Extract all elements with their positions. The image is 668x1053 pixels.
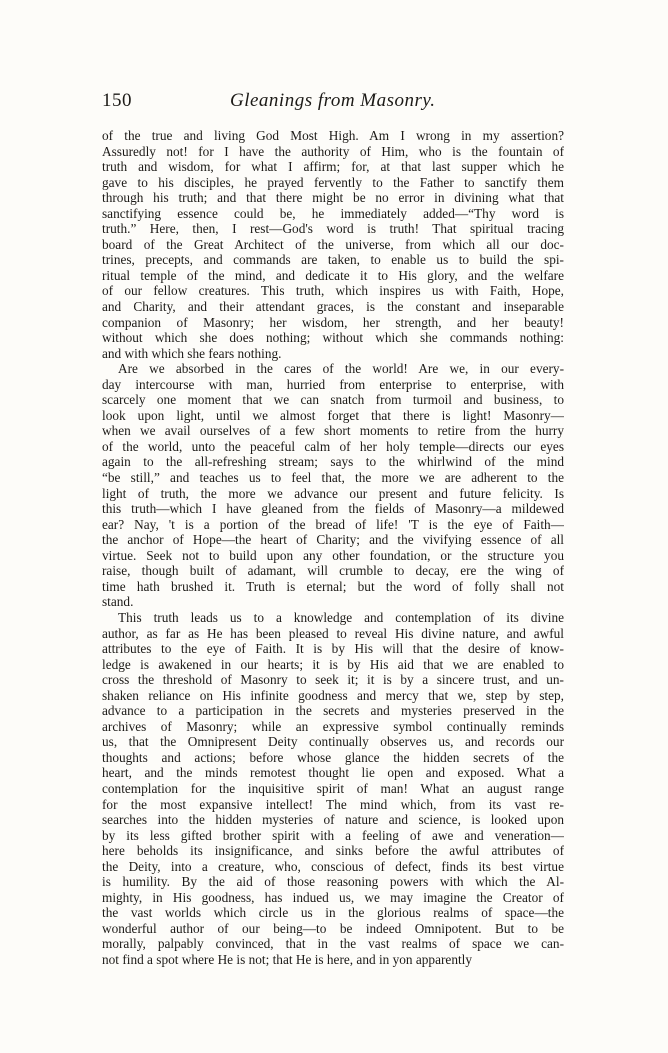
paragraph	[102, 361, 564, 610]
text-line: stand.	[102, 594, 134, 610]
paragraph	[102, 610, 564, 968]
text-line: when we avail ourselves of a few short moments to retire from the hurry	[102, 423, 564, 439]
text-line: and Charity, and their attendant graces, is the constant and inseparable	[102, 299, 564, 315]
text-line: us, that the Omnipresent Deity continually observes us, and records our	[102, 734, 564, 750]
text-line: of the true and living God Most High. Am I wrong in my assertion?	[102, 128, 564, 143]
text-line: searches into the hidden mysteries of nature and science, is looked upon	[102, 812, 564, 828]
text-line: ear? Nay, 't is a portion of the bread of life! 'T is the eye of Faith—	[102, 516, 564, 532]
text-line: scarcely one moment that we can snatch from turmoil and business, to	[102, 392, 564, 408]
text-line: mighty, in His goodness, has indued us, we may imagine the Creator of	[102, 889, 564, 905]
text-line: companion of Masonry; her wisdom, her strength, and her beauty!	[102, 314, 564, 330]
text-line: again to the all-refreshing stream; says to the whirlwind of the mind	[102, 454, 564, 470]
text-line: heart, and the minds remotest thought lie open and exposed. What a	[102, 765, 564, 781]
text-line: of our fellow creatures. This truth, which inspires us with Faith, Hope,	[102, 283, 564, 299]
text-line: archives of Masonry; while an expressive symbol continually reminds	[102, 718, 564, 734]
text-line: ritual temple of the mind, and dedicate it to His glory, and the welfare	[102, 267, 564, 283]
text-line: cross the threshold of Masonry to seek it; it is by a sincere trust, and un-	[102, 672, 564, 688]
text-line: morally, palpably convinced, that in the vast realms of space we can-	[102, 936, 564, 952]
text-line: wonderful author of our being—to be indeed Omnipotent. But to be	[102, 920, 564, 936]
text-line: and with which she fears nothing.	[102, 345, 282, 361]
text-line: virtue. Seek not to build upon any other foundation, or the structure you	[102, 547, 564, 563]
text-line: by its less gifted brother spirit with a feeling of awe and veneration—	[102, 827, 564, 843]
text-line: gave to his disciples, he prayed fervently to the Father to sanctify them	[102, 174, 564, 190]
text-line: contemplation for the inquisitive spirit of man! What an august range	[102, 780, 564, 796]
running-title: Gleanings from Masonry.	[230, 90, 436, 111]
text-line: here beholds its insignificance, and sinks before the awful attributes of	[102, 843, 564, 859]
text-line: advance to a participation in the secrets and mysteries preserved in the	[102, 703, 564, 719]
text-line: sanctifying essence could be, he immediately added—“Thy word is	[102, 205, 564, 221]
text-line: Assuredly not! for I have the authority of Him, who is the fountain of	[102, 143, 564, 159]
text-line: time hath brushed it. Truth is eternal; but the word of folly shall not	[102, 578, 564, 594]
text-line: board of the Great Architect of the universe, from which all our doc-	[102, 236, 564, 252]
text-line: without which she does nothing; without which she commands nothing:	[102, 330, 564, 346]
text-line: the vast worlds which circle us in the glorious realms of space—the	[102, 905, 564, 921]
text-line: shaken reliance on His infinite goodness and mercy that we, step by step,	[102, 687, 564, 703]
text-line: day intercourse with man, hurried from enterprise to enterprise, with	[102, 376, 564, 392]
text-line: look upon light, until we almost forget that there is light! Masonry—	[102, 407, 564, 423]
text-line: Are we absorbed in the cares of the world! Are we, in our every-	[118, 361, 564, 377]
text-line: raise, though built of adamant, will crumble to decay, ere the wing of	[102, 563, 564, 579]
text-line: for the most expansive intellect! The mind which, from its vast re-	[102, 796, 564, 812]
text-line: author, as far as He has been pleased to reveal His divine nature, and awful	[102, 625, 564, 641]
text-line: This truth leads us to a knowledge and contemplation of its divine	[118, 609, 564, 625]
page-header	[102, 90, 564, 116]
paragraph	[102, 128, 564, 361]
text-line: through his truth; and that there might be no error in divining what that	[102, 190, 564, 206]
text-line: attributes to the eye of Faith. It is by His will that the desire of know-	[102, 641, 564, 657]
page-number: 150	[102, 90, 132, 111]
text-line: “be still,” and teaches us to feel that, the more we are adherent to the	[102, 470, 564, 486]
text-line: the Deity, into a creature, who, conscious of defect, finds its best virtue	[102, 858, 564, 874]
text-line: truth.” Here, then, I rest—God's word is truth! That spiritual tracing	[102, 221, 564, 237]
text-line: this truth—which I have gleaned from the fields of Masonry—a mildewed	[102, 501, 564, 517]
text-line: trines, precepts, and commands are taken, to enable us to build the spi-	[102, 252, 564, 268]
text-line: of the world, unto the peaceful calm of her holy temple—directs our eyes	[102, 438, 564, 454]
text-line: light of truth, the more we advance our present and future felicity. Is	[102, 485, 564, 501]
text-line: thoughts and actions; before whose glance the hidden secrets of the	[102, 749, 564, 765]
text-line: truth and wisdom, for what I affirm; for, at that last supper which he	[102, 159, 564, 175]
text-line: the anchor of Hope—the heart of Charity; and the vivifying essence of all	[102, 532, 564, 548]
text-line: is humility. By the aid of those reasoning powers with which the Al-	[102, 874, 564, 890]
text-line: not find a spot where He is not; that He is here, and in yon apparently	[102, 951, 473, 967]
text-line: ledge is awakened in our hearts; it is by His aid that we are enabled to	[102, 656, 564, 672]
body-text	[102, 128, 564, 968]
